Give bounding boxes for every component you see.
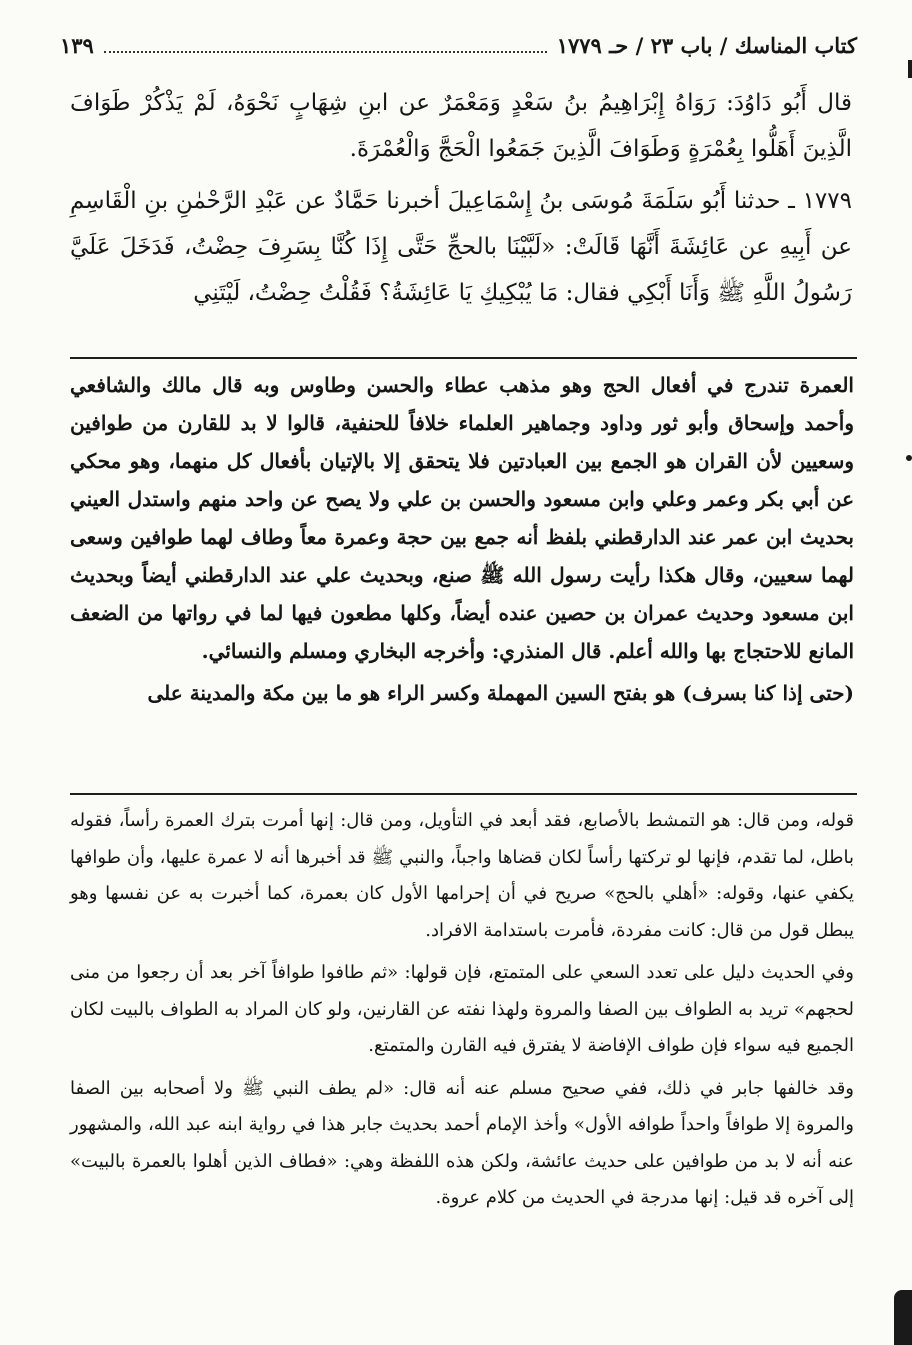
- footnote-divider: [70, 793, 857, 795]
- footnote-paragraph: قوله، ومن قال: هو التمشط بالأصابع، فقد أبعد في التأويل، ومن قال: إنها أمرت بترك العمرة رأساً، فقوله باطل، لما تقدم، فإنها لو تركتها رأساً لكان قضاها واجباً، والنبي ﷺ قد أخبرها أنه لا عمرة عليها، وأن طوافها يكفي عنها، وقوله: «أهلي بالحج» صريح في أن إحرامها الأول كان بعمرة، كما أخبرت به عن نفسها وهو يبطل قول من قال: كانت مفردة، فأمرت باستدامة الافراد.: [70, 810, 854, 941]
- page-header: [60, 28, 857, 62]
- scan-edge-mark: [908, 60, 912, 78]
- page-number: ١٣٩: [60, 32, 94, 58]
- commentary: [70, 366, 854, 712]
- gloss-line: [70, 674, 854, 712]
- footnote-paragraph: وفي الحديث دليل على تعدد السعي على المتمتع، فإن قولها: «ثم طافوا طوافاً آخر بعد أن رجعوا من منى لحجهم» تريد به الطواف بين الصفا والمروة ولهذا نفته عن القارنين، ولو كان المراد به الطواف بالبيت لكان الجميع فيه سواء فإن طواف الإفاضة لا يفترق فيه القارن والمتمتع.: [70, 962, 854, 1056]
- scan-edge-mark: [906, 455, 912, 461]
- hadith-paragraph: قال أَبُو دَاوُدَ: رَوَاهُ إِبْرَاهِيمُ بنُ سَعْدٍ وَمَعْمَرٌ عن ابنِ شِهَابٍ نَحْوَهُ، لَمْ يَذْكُرْ طَوَافَ الَّذِينَ أَهَلُّوا بِعُمْرَةٍ وَطَوَافَ الَّذِينَ جَمَعُوا الْحَجَّ وَالْعُمْرَةَ.: [70, 90, 852, 162]
- gloss-text: هو بفتح السين المهملة وكسر الراء هو ما بين مكة والمدينة على: [147, 681, 683, 705]
- footnote-paragraph: وقد خالفها جابر في ذلك، ففي صحيح مسلم عنه أنه قال: «لم يطف النبي ﷺ ولا أصحابه بين الصفا والمروة إلا طوافاً واحداً طوافه الأول» وأخذ الإمام أحمد بحديث جابر هذا في رواية ابنه عبد الله، والمشهور عنه أنه لا بد من طوافين على حديث عائشة، ولكن هذه اللفظة وهي: «فطاف الذين أهلوا بالعمرة بالبيت» إلى آخره قد قيل: إنها مدرجة في الحديث من كلام عروة.: [70, 1077, 854, 1208]
- hadith-text: [70, 80, 852, 316]
- header-dot-leader: [104, 37, 547, 53]
- gloss-head: (حتى إذا كنا بسرف): [682, 681, 854, 705]
- commentary-paragraph: العمرة تندرج في أفعال الحج وهو مذهب عطاء والحسن وطاوس وبه قال مالك والشافعي وأحمد وإسحاق وأبو ثور وداود وجماهير العلماء خلافاً للحنفية، قالوا لا بد للقارن من طوافين وسعيين لأن القران هو الجمع بين العبادتين فلا يتحقق إلا بالإتيان بأفعال كل منهما، وهو محكي عن أبي بكر وعمر وعلي وابن مسعود والحسن بن علي ولا يصح عن واحد منهم واستدل العيني بحديث ابن عمر عند الدارقطني بلفظ أنه جمع بين حجة وعمرة معاً وطاف لهما طوافين وسعى لهما سعيين، وقال هكذا رأيت رسول الله ﷺ صنع، وبحديث علي عند الدارقطني أيضاً وبحديث ابن مسعود وحديث عمران بن حصين عنده أيضاً، وكلها مطعون فيها لما في رواتها من الضعف المانع للاحتجاج بها والله أعلم. قال المنذري: وأخرجه البخاري ومسلم والنسائي.: [70, 373, 855, 663]
- footnotes: [70, 803, 854, 1217]
- running-title: كتاب المناسك / باب ٢٣ / حـ ١٧٧٩: [556, 32, 857, 58]
- scan-edge-mark: [894, 1290, 912, 1345]
- section-divider: [70, 357, 857, 359]
- hadith-paragraph: ١٧٧٩ ـ حدثنا أَبُو سَلَمَةَ مُوسَى بنُ إِسْمَاعِيلَ أخبرنا حَمَّادٌ عن عَبْدِ الرَّحْمٰنِ بنِ الْقَاسِمِ عن أَبِيهِ عن عَائِشَةَ أَنَّهَا قَالَتْ: «لَبَّيْنَا بالحجِّ حَتَّى إِذَا كُنَّا بِسَرِفَ حِضْتُ، فَدَخَلَ عَلَيَّ رَسُولُ اللَّهِ ﷺ وَأَنَا أَبْكِي فقال: مَا يُبْكِيكِ يَا عَائِشَةُ؟ فَقُلْتُ حِضْتُ، لَيْتَنِي: [70, 188, 852, 306]
